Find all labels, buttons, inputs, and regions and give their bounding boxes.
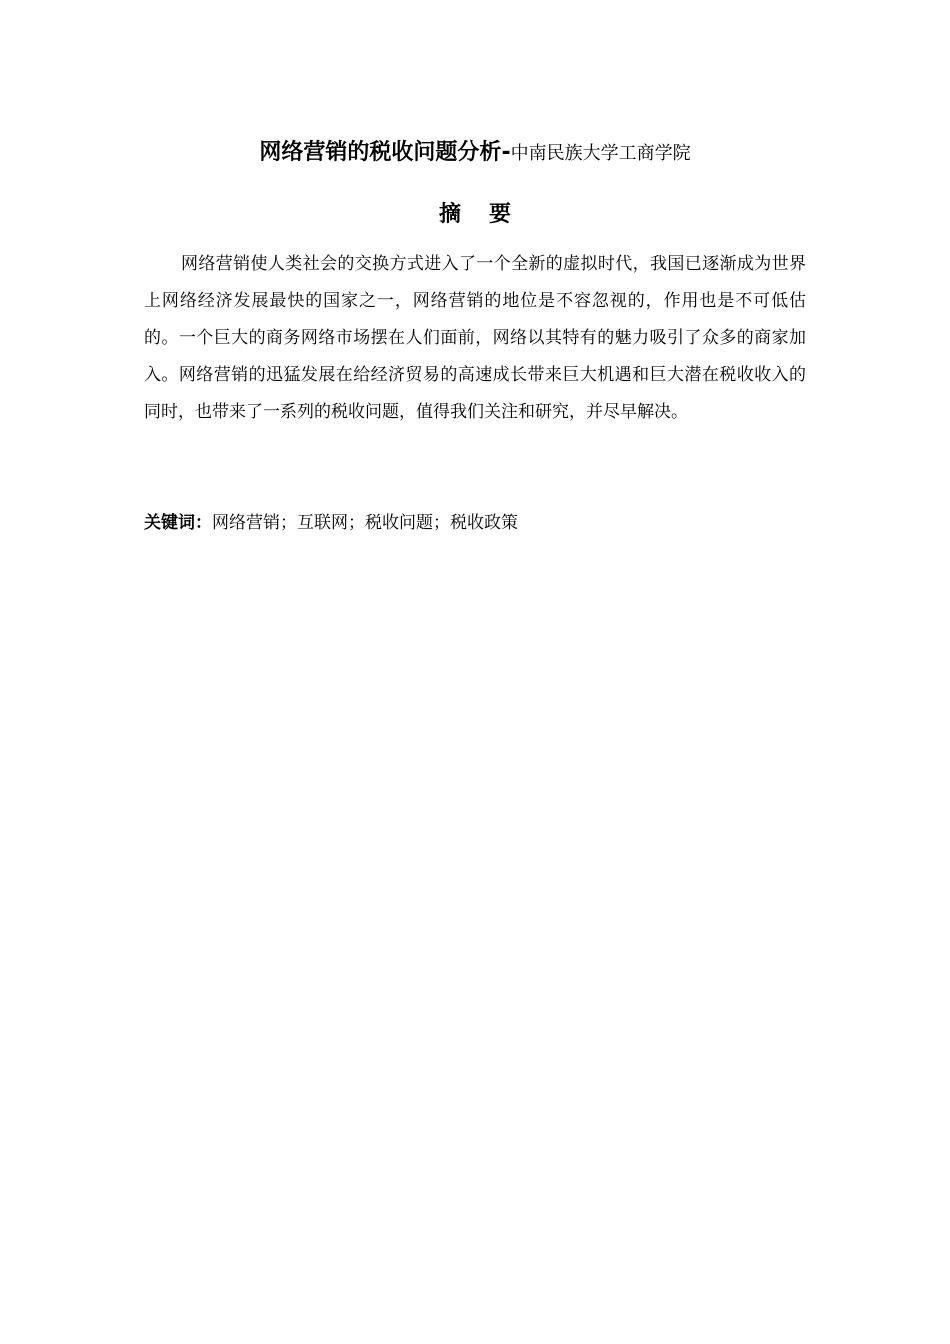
keywords-line	[144, 508, 806, 538]
keyword-separator: ；	[348, 513, 365, 533]
keywords-label: 关键词：	[144, 513, 212, 533]
document-title	[0, 139, 950, 168]
keyword-separator: ；	[280, 513, 297, 533]
keyword-item: 互联网	[297, 513, 348, 533]
abstract-paragraph: 网络营销使人类社会的交换方式进入了一个全新的虚拟时代，我国已逐渐成为世界上网络经济发展最快的国家之一，网络营销的地位是不容忽视的，作用也是不可低估的。一个巨大的商务网络市场摆在人们面前，网络以其特有的魅力吸引了众多的商家加入。网络营销的迅猛发展在给经济贸易的高速成长带来巨大机遇和巨大潜在税收收入的同时，也带来了一系列的税收问题，值得我们关注和研究，并尽早解决。	[144, 254, 806, 422]
keyword-separator: ；	[433, 513, 450, 533]
keyword-item: 税收政策	[450, 513, 518, 533]
title-main: 网络营销的税收问题分析	[259, 140, 502, 165]
keyword-item: 税收问题	[365, 513, 433, 533]
title-separator: -	[501, 140, 511, 165]
abstract-heading: 摘要	[438, 202, 539, 227]
title-institution: 中南民族大学工商学院	[510, 143, 691, 164]
keyword-item: 网络营销	[212, 513, 280, 533]
